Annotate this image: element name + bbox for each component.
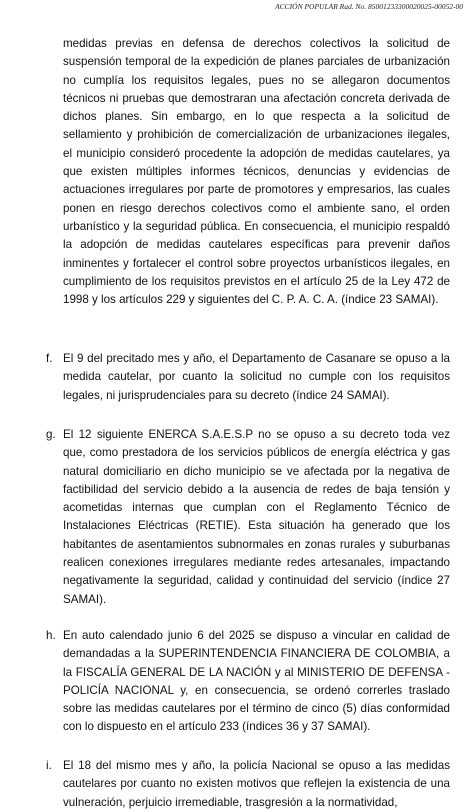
case-reference-header: ACCIÓN POPULAR Rad. No. 85001233300020025-00052-00 [275, 2, 463, 11]
list-item-text: El 12 siguiente ENERCA S.A.E.S.P no se opuso a su decreto toda vez que, como prestadora de los servicios públicos de energía eléctrica y gas natural domiciliario en dicho municipio se ve afectada por la negativa de factibilidad del servicio debido a la ausencia de redes de baja tensión y acometidas internas que cumplan con el Reglamento Técnico de Instalaciones Eléctricas (RETIE). Esta situación ha generado que los habitantes de asentamientos subnormales en zonas rurales y suburbanas realicen conexiones irregulares mediante redes artesanales, impactando negativamente la seguridad, calidad y continuidad del servicio (índice 27 SAMAI). [63, 428, 450, 606]
list-item-i [46, 757, 450, 812]
list-item-text: El 18 del mismo mes y año, la policía Nacional se opuso a las medidas cautelares por cuanto no existen motivos que reflejen la existencia de una vulneración, perjuicio irremediable, trasgresión a la normatividad, [63, 759, 450, 809]
intro-paragraph [63, 35, 450, 309]
list-marker: g. [46, 428, 56, 441]
list-item-f [46, 350, 450, 405]
list-item-text: El 9 del precitado mes y año, el Departamento de Casanare se opuso a la medida cautelar, por cuanto la solicitud no cumple con los requisitos legales, ni jurisprudenciales para su decreto (índice 24 SAMAI). [63, 352, 450, 402]
list-item-text: En auto calendado junio 6 del 2025 se dispuso a vincular en calidad de demandadas a la SUPERINTENDENCIA FINANCIERA DE COLOMBIA, a la FISCALÍA GENERAL DE LA NACIÓN y al MINISTERIO DE DEFENSA - POLICÍA NACIONAL y, en consecuencia, se ordenó correrles traslado sobre las medidas cautelares por el término de cinco (5) días conformidad con lo dispuesto en el artículo 233 (índices 36 y 37 SAMAI). [63, 629, 450, 734]
list-item-g [46, 426, 450, 609]
list-marker: f. [46, 352, 53, 365]
intro-paragraph-text: medidas previas en defensa de derechos colectivos la solicitud de suspensión temporal de la expedición de planes parciales de urbanización no cumplía los requisitos legales, pues no se allegaron documentos técnicos ni pruebas que demostraran una afectación concreta derivada de dichos planes. Sin embargo, en lo que respecta a la solicitud de sellamiento y prohibición de comercialización de urbanizaciones ilegales, el municipio consideró procedente la adopción de medidas cautelares, ya que existen múltiples informes técnicos, denuncias y evidencias de actuaciones irregulares por parte de promotores y empresarios, las cuales ponen en riesgo derechos colectivos como el ambiente sano, el orden urbanístico y la seguridad pública. En consecuencia, el municipio respaldó la adopción de medidas cautelares específicas para prevenir daños inminentes y fortalecer el control sobre proyectos urbanísticos ilegales, en cumplimiento de los requisitos previstos en el artículo 25 de la Ley 472 de 1998 y los artículos 229 y siguientes del C. P. A. C. A. (índice 23 SAMAI). [63, 37, 450, 307]
list-item-h [46, 627, 450, 737]
list-marker: i. [46, 759, 52, 772]
list-marker: h. [46, 629, 56, 642]
